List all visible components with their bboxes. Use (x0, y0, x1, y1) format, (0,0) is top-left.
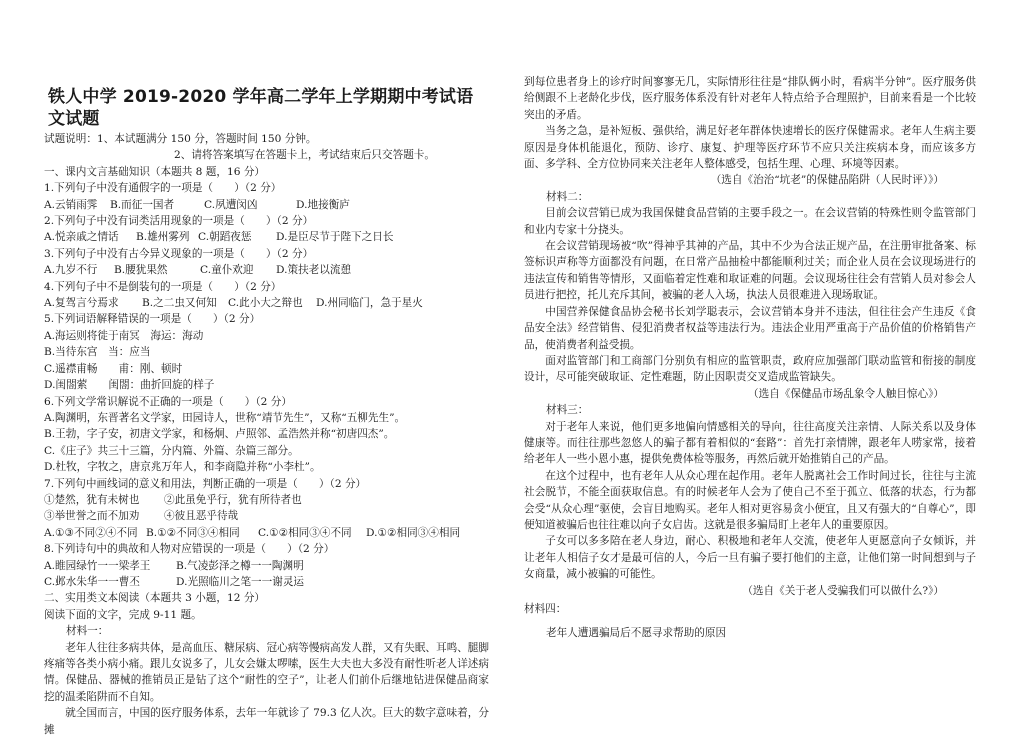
material2-source: （选自《保健品市场乱象令人触目惊心》） (748, 387, 944, 400)
q7-item-4: ④彼且恶乎待哉 (164, 510, 239, 523)
section2-heading: 二、实用类文本阅读（本题共 3 小题，12 分） (44, 592, 266, 605)
material2-paragraph: 在会议营销现场被“吹”得神乎其神的产品，其中不少为合法正规产品，在注册审批备案、标签标识声称等方面都没有问题，在日常产品抽检中都能顺利过关；而企业人员在会议现场进行的违法宣传和销售等情形，又面临着定性难和取证难的问题。会议现场往往会有营销人员对参会人员进行把控，托儿充斥其间，被骗的老人入场，执法人员很难进入现场取证。 (524, 240, 976, 302)
q2-option-d: D.是臣尽节于陛下之日长 (276, 231, 394, 244)
material1-source: （选自《治治“坑老”的保健品陷阱（人民时评）》） (710, 174, 944, 187)
q1-option-b: B.而征一国者 (110, 198, 175, 211)
q6-option-d: D.杜牧，字牧之，唐京兆万年人，和李商隐并称“小李杜”。 (44, 461, 321, 474)
material1-paragraph: 当务之急，是补短板、强供给，满足好老年群体快速增长的医疗保健需求。老年人生病主要原因是身体机能退化，预防、诊疗、康复、护理等医疗环节不应只关注疾病本身，而应该多方面、多学科、全方位协同来关注老年人整体感受，包括生理、心理、环境等因素。 (524, 125, 976, 171)
q2-stem: 2.下列句子中没有词类活用现象的一项是（ ）（2 分） (44, 215, 314, 228)
q7-item-2: ②此虽免乎行，犹有所待者也 (164, 493, 302, 506)
q2-options (44, 229, 489, 245)
q4-options (44, 295, 489, 311)
q3-option-a: A.九岁不行 (44, 264, 98, 277)
material1-label: 材料一： (66, 625, 109, 638)
left-column (44, 86, 489, 736)
q4-option-a: A.复驾言兮焉求 (44, 297, 119, 310)
q4-option-d: D.州同临门，急于星火 (316, 297, 423, 310)
q6-option-a: A.陶渊明，东晋著名文学家，田园诗人，世称“靖节先生”，又称“五柳先生”。 (44, 411, 406, 424)
q7-option-b: B.①②不同③④相同 (146, 526, 240, 539)
material4-caption: 老年人遭遇骗局后不愿寻求帮助的原因 (546, 627, 727, 640)
q3-option-b: B.腰犹果然 (114, 264, 168, 277)
q5-option-c: C.遥襟甫畅 甫：刚、顿时 (44, 362, 183, 375)
q2-option-b: B.雄州雾列 (136, 231, 190, 244)
q7-stem: 7.下列句中画线词的意义和用法，判断正确的一项是（ ）（2 分） (44, 477, 367, 490)
q8-options-row1 (44, 558, 489, 574)
material3-paragraph: 在这个过程中，也有老年人从众心理在起作用。老年人脱离社会工作时间过长，往往与主流社会脱节，不能全面获取信息。有的时候老年人会为了使自己不至于孤立、低落的状态，行为都会受“从众心理”驱使，会盲目地购买。老年人相对更容易贪小便宜，且又有强大的“自尊心”，即便知道被骗后也往往难以向子女启齿。这就是很多骗局盯上老年人的重要原因。 (524, 469, 976, 531)
q7-item-1: ①楚然，犹有未树也 (44, 493, 140, 506)
q8-stem: 8.下列诗句中的典故和人物对应错误的一项是（ ）（2 分） (44, 543, 335, 556)
instruction-1: 试题说明：1、本试题满分 150 分，答题时间 150 分钟。 (44, 133, 317, 145)
q1-option-a: A.云销雨霁 (44, 198, 98, 211)
q3-option-d: D.策扶老以流憩 (276, 264, 352, 277)
q6-option-b: B.王勃，字子安，初唐文学家，和杨炯、卢照邻、孟浩然并称“初唐四杰”。 (44, 428, 395, 441)
material2-paragraph: 中国营养保健食品协会秘书长刘学聪表示，会议营销本身并不违法，但往往会产生违反《食品安全法》经营销售、侵犯消费者权益等违法行为。违法企业用严重高于产品价值的价格销售产品，使消费者利益受损。 (524, 305, 976, 351)
q7-item-3: ③举世誉之而不加劝 (44, 510, 140, 523)
q3-options (44, 262, 489, 278)
q7-option-c: C.①②相同③④不同 (258, 526, 352, 539)
instruction-2: 2、请将答案填写在答题卡上，考试结束后只交答题卡。 (174, 149, 435, 162)
material1-continuation: 到每位患者身上的诊疗时间寥寥无几，实际情形往往是“排队俩小时，看病半分钟”。医疗服务供给侧跟不上老龄化步伐，医疗服务体系没有针对老年人特点给予合理照护，目前来看是一个比较突出的矛盾。 (524, 76, 976, 121)
material2-paragraph: 面对监管部门和工商部门分别负有相应的监管职责，政府应加强部门联动监管和衔接的制度设计，尽可能突破取证、定性难题，防止因职责交叉造成监管缺失。 (524, 354, 976, 384)
q5-stem: 5.下列词语解释错误的一项是（ ）（2 分） (44, 313, 261, 326)
q3-option-c: C.童仆欢迎 (200, 264, 254, 277)
material3-paragraph: 子女可以多多陪在老人身边，耐心、积极地和老年人交流，使老年人更愿意向子女倾诉，并让老年人相信子女才是最可信的人，今后一旦有骗子要打他们的主意，让他们第一时间想到与子女商量，减小被骗的可能性。 (524, 535, 976, 581)
q6-stem: 6.下列文学常识解说不正确的一项是（ ）（2 分） (44, 395, 292, 408)
q7-items-row1 (44, 492, 489, 508)
section2-intro: 阅读下面的文字，完成 9-11 题。 (44, 608, 202, 621)
q6-option-c: C.《庄子》共三十三篇，分内篇、外篇、杂篇三部分。 (44, 444, 299, 457)
q1-options (44, 197, 489, 213)
q2-option-c: C.朝蹈夜惩 (198, 231, 252, 244)
q7-option-a: A.①③不同②④不同 (44, 526, 138, 539)
q3-stem: 3.下列句子中没有古今异义现象的一项是（ ）（2 分） (44, 247, 314, 260)
material3-label: 材料三： (546, 404, 589, 417)
material4-label: 材料四： (524, 603, 567, 615)
section1-heading: 一、课内文言基础知识（本题共 8 题，16 分） (44, 165, 266, 178)
q8-option-a: A.睢园绿竹一一梁孝王 (44, 559, 151, 572)
exam-title: 铁人中学 2019-2020 学年高二学年上学期期中考试语文试题 (48, 87, 474, 129)
q5-option-b: B.当待东宫 当：应当 (44, 346, 151, 359)
q2-option-a: A.悦亲戚之情话 (44, 231, 119, 244)
material2-paragraph: 目前会议营销已成为我国保健食品营销的主要手段之一。在会议营销的特殊性则令监管部门和业内专家十分挠头。 (524, 207, 976, 236)
material2-label: 材料二： (546, 190, 589, 203)
q7-items-row2 (44, 508, 489, 524)
q8-options-row2 (44, 574, 489, 590)
material3-source: （选自《关于老人受骗我们可以做什么?》） (742, 584, 944, 597)
q8-option-d: D.光照临川之笔一一谢灵运 (176, 575, 305, 588)
q4-stem: 4.下列句子中不是倒装句的一项是（ ）（2 分） (44, 280, 282, 293)
q7-option-d: D.①②相同③④相同 (366, 526, 461, 539)
q8-option-b: B.气凌彭泽之樽一一陶渊明 (176, 559, 304, 572)
q5-option-d: D.闺閤萦 闺閤：曲折回旋的样子 (44, 379, 215, 392)
q1-option-d: D.地接衡庐 (296, 198, 350, 211)
q7-options (44, 525, 489, 541)
q8-option-c: C.邺水朱华一一曹丕 (44, 575, 140, 588)
q4-option-c: C.此小大之辩也 (228, 297, 303, 310)
right-column (524, 74, 976, 723)
material3-paragraph: 对于老年人来说，他们更多地偏向情感相关的导向，往往高度关注亲情、人际关系以及身体健康等。而往往那些忽悠人的骗子都有着相似的“套路”：首先打亲情牌，跟老年人唠家常，接着给老年人一些小恩小惠，提供免费体检等服务，再然后就开始推销自己的产品。 (524, 420, 976, 466)
q1-stem: 1.下列句子中没有通假字的一项是（ ）（2 分） (44, 182, 282, 195)
material1-paragraph: 就全国而言，中国的医疗服务体系，去年一年就诊了 79.3 亿人次。巨大的数字意味着，分摊 (44, 707, 489, 736)
q5-option-a: A.海运则将徙于南冥 海运：海动 (44, 329, 204, 342)
material1-paragraph: 老年人往往多病共体，是高血压、糖尿病、冠心病等慢病高发人群，又有失眠、耳鸣、腿脚疼痛等各类小病小痛。跟儿女说多了，儿女会嫌太啰嗦，医生大夫也大多没有耐性听老人详述病情。保健品、器械的推销员正是钻了这个“耐性的空子”，让老人们前仆后继地钻进保健品商家挖的温柔陷阱而不自知。 (44, 641, 489, 703)
q1-option-c: C.夙遭闵凶 (204, 198, 258, 211)
q4-option-b: B.之二虫又何知 (142, 297, 217, 310)
